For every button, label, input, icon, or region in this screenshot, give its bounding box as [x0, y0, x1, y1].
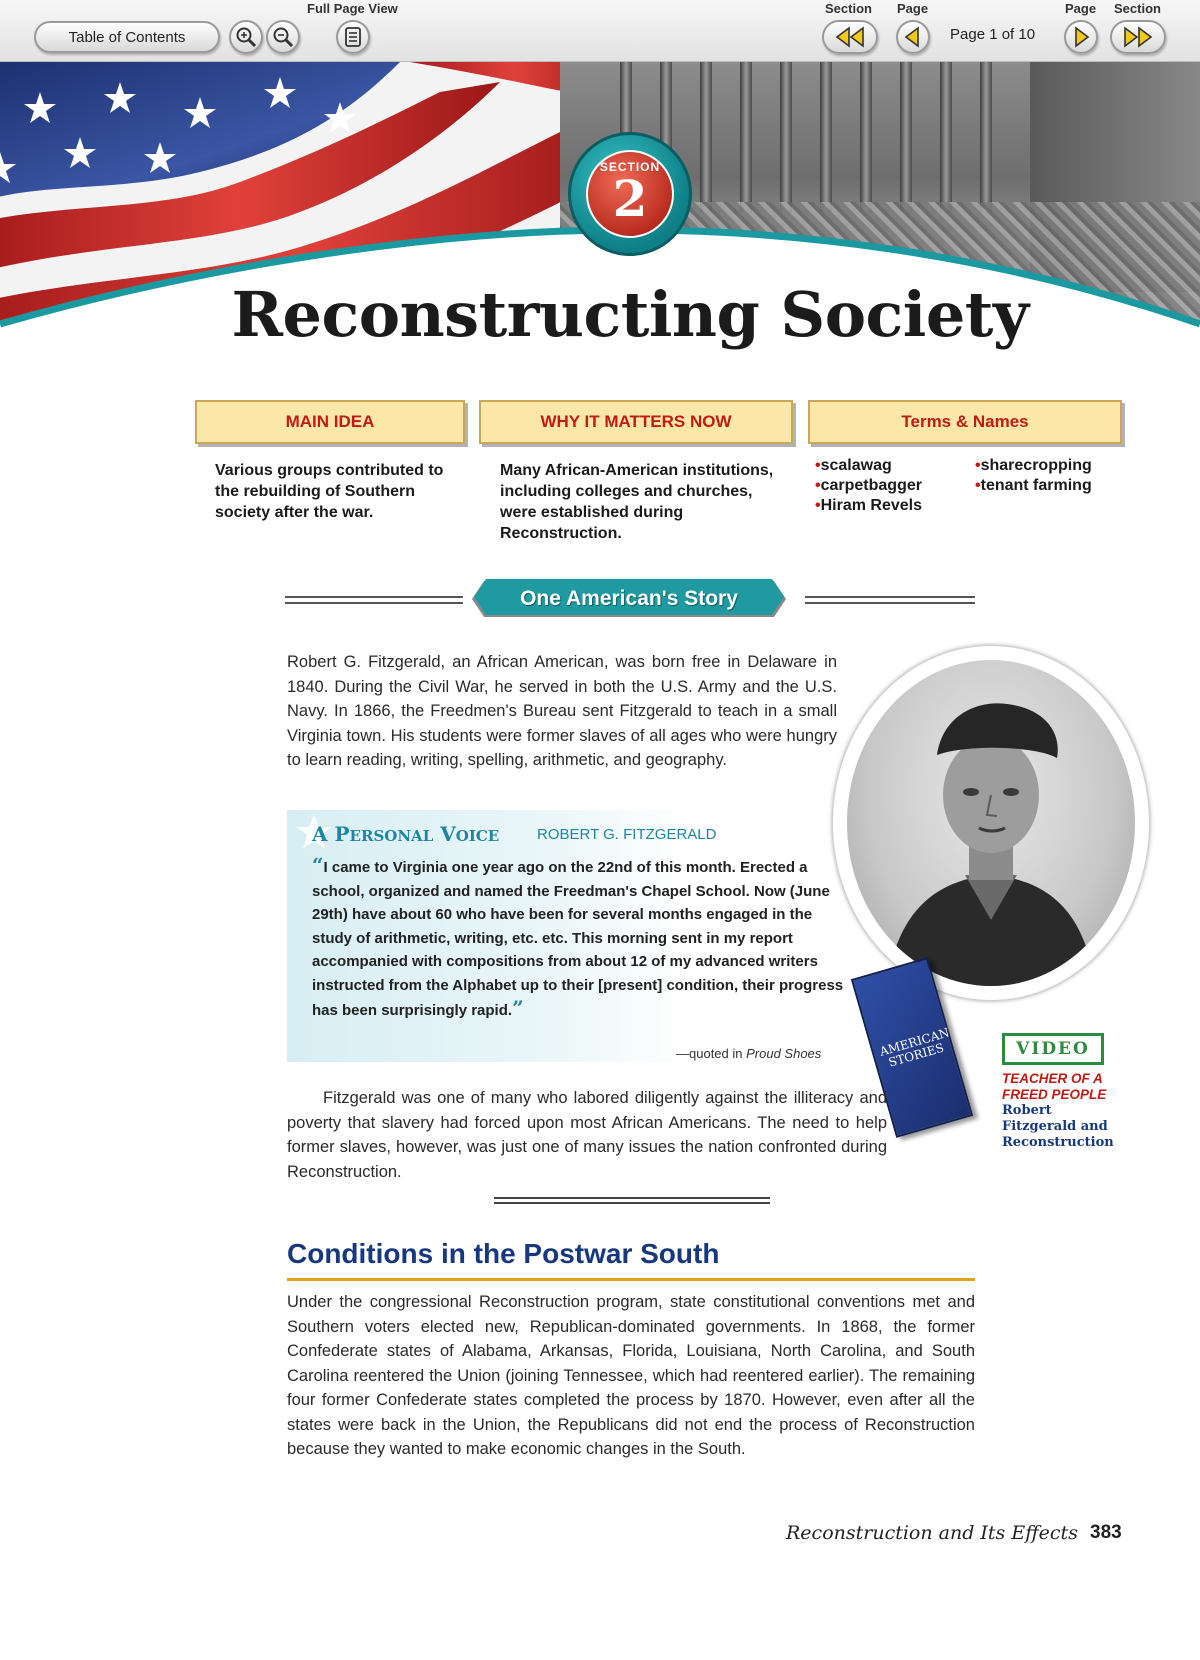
portrait-figure [847, 660, 1135, 986]
personal-voice-quote [312, 854, 852, 1023]
main-idea-header [195, 400, 465, 444]
story-intro-paragraph: Robert G. Fitzgerald, an African American, was born free in Delaware in 1840. During the Civil War, he served in both the U.S. Army and the U.S. Navy. In 1866, the Freedmen's Bureau sent Fitzgerald to teach in a small Virginia town. His students were former slaves of all ages who were hungry to learn reading, writing, spelling, arithmetic, and geography. [287, 653, 837, 769]
section-paragraph: Under the congressional Reconstruction program, state constitutional conventions met and Southern voters elected new, Republican-dominated governments. In 1868, the former Confederate states of Alabama, Arkansas, Florida, Louisiana, North Carolina, and South Carolina reentered the Union (joining Tennessee, which had reentered earlier). The remaining four former Confederate states completed the process by 1870. However, even after all the states were back in the Union, the Republicans did not end the process of Reconstruction because they wanted to make economic changes in the South. [287, 1293, 975, 1458]
story-tag-label: One American's Story [520, 587, 738, 610]
story-rule-left [285, 596, 463, 604]
why-it-matters-label: WHY IT MATTERS NOW [540, 412, 732, 431]
zoom-out-button[interactable] [266, 20, 300, 54]
chevron-left-icon [903, 26, 923, 48]
section-badge-word: SECTION [599, 160, 661, 174]
quote-source-title: Proud Shoes [746, 1046, 822, 1061]
prev-page-label: Page [897, 1, 929, 16]
terms-list-col2 [975, 456, 1092, 496]
term-item[interactable]: • tenant farming [975, 476, 1092, 496]
terms-list-col1 [815, 456, 922, 516]
quote-source: —quoted in Proud Shoes [676, 1046, 822, 1061]
section-badge-number: 2 [612, 169, 648, 228]
prev-page-button[interactable] [896, 20, 930, 54]
story-tag [470, 579, 788, 619]
section-heading-rule [287, 1278, 975, 1281]
next-page-button[interactable] [1064, 20, 1098, 54]
page-indicator: Page 1 of 10 [950, 26, 1036, 43]
full-page-view-label: Full Page View [307, 1, 398, 16]
video-badge-label: VIDEO [1016, 1039, 1090, 1059]
close-quote-mark: ” [512, 996, 524, 1020]
section-heading: Conditions in the Postwar South [287, 1238, 720, 1269]
personal-voice-author: ROBERT G. FITZGERALD [537, 826, 717, 843]
story-closing-paragraph: Fitzgerald was one of many who labored diligently against the illiteracy and poverty that slavery had forced upon most African Americans. The need to help former slaves, however, was just one of many issues the nation confronted during Reconstruction. [287, 1089, 887, 1181]
section-number-badge [568, 132, 692, 256]
double-chevron-left-icon [833, 26, 867, 48]
video-title: TEACHER OF A FREED PEOPLE [1002, 1071, 1107, 1102]
double-chevron-right-icon [1121, 26, 1155, 48]
chevron-right-icon [1071, 26, 1091, 48]
zoom-in-button[interactable] [229, 20, 263, 54]
main-idea-text: Various groups contributed to the rebuilding of Southern society after the war. [215, 462, 444, 521]
page-number: 383 [1090, 1522, 1122, 1543]
zoom-out-icon [272, 26, 294, 48]
prev-section-button[interactable] [822, 20, 878, 54]
next-section-label: Section [1114, 1, 1161, 16]
full-page-view-button[interactable] [336, 20, 370, 54]
video-badge[interactable] [1002, 1033, 1104, 1065]
story-rule-right [805, 596, 975, 604]
term-item[interactable]: • Hiram Revels [815, 496, 922, 516]
terms-names-header [808, 400, 1122, 444]
viewer-toolbar [0, 0, 1200, 62]
next-page-label: Page [1065, 1, 1097, 16]
page-title: Reconstructing Society [231, 278, 1029, 351]
term-item[interactable]: • carpetbagger [815, 476, 922, 496]
zoom-in-icon [235, 26, 257, 48]
term-item[interactable]: • sharecropping [975, 456, 1092, 476]
open-quote-mark: “ [312, 853, 324, 877]
why-it-matters-header [479, 400, 793, 444]
quote-text: I came to Virginia one year ago on the 22nd of this month. Erected a school, organized and named the Freedman's Chapel School. Now (June 29th) have about 60 who have been for several months engaged in the study of arithmetic, writing, etc. etc. This morning sent in my report accompanied with compositions from about 12 of my advanced writers instructed from the Alphabet up to their [present] condition, their progress has been surprisingly rapid. [312, 859, 844, 1019]
page-list-icon [344, 27, 362, 47]
table-of-contents-label: Table of Contents [68, 28, 186, 46]
term-item[interactable]: • scalawag [815, 456, 922, 476]
prev-section-label: Section [825, 1, 872, 16]
table-of-contents-button[interactable] [34, 21, 220, 53]
video-case-title: AMERICAN STORIES [878, 1025, 951, 1070]
personal-voice-heading: A PERSONAL VOICE [312, 822, 500, 846]
terms-names-label: Terms & Names [901, 412, 1029, 431]
video-subtitle: Robert Fitzgerald and Reconstruction [1002, 1103, 1114, 1150]
chapter-title-footer: Reconstruction and Its Effects [786, 1522, 1078, 1544]
section-divider [494, 1197, 770, 1204]
fitzgerald-portrait [847, 660, 1135, 986]
main-idea-label: MAIN IDEA [285, 412, 375, 431]
why-it-matters-text: Many African-American institutions, including colleges and churches, were established during Reconstruction. [500, 462, 774, 542]
next-section-button[interactable] [1110, 20, 1166, 54]
